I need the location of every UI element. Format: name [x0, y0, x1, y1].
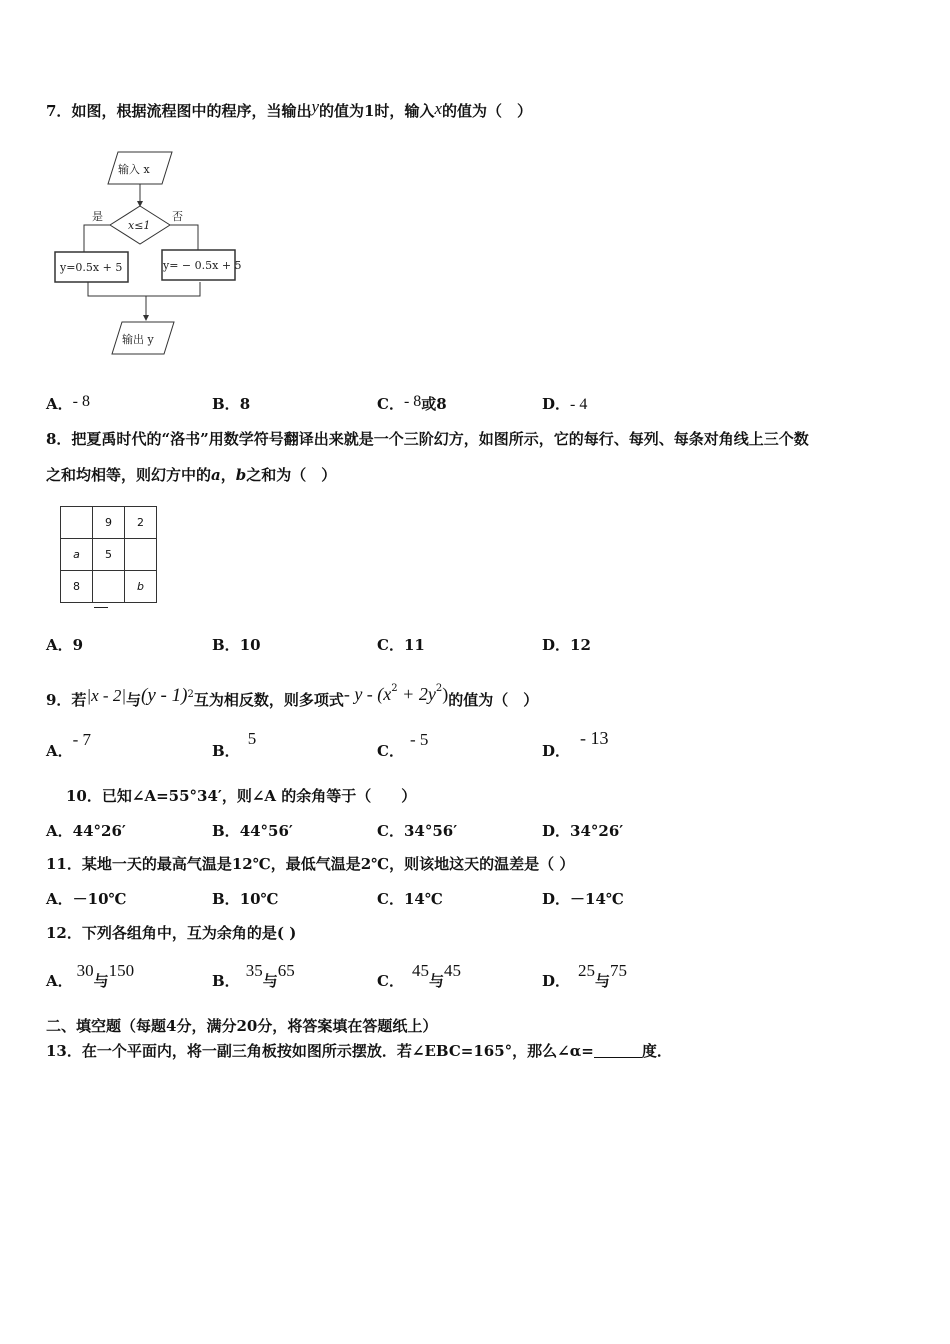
- q11-stem: 11．某地一天的最高气温是12℃，最低气温是2℃，则该地这天的温差是（ ）: [46, 855, 575, 873]
- q11-option-a[interactable]: A．－10℃: [46, 890, 127, 908]
- q7-option-c[interactable]: C．- 8或8: [377, 393, 447, 413]
- magic-cell: b: [125, 571, 157, 603]
- magic-cell: [93, 571, 125, 603]
- magic-cell: 9: [93, 507, 125, 539]
- flow-yes-label: 是: [92, 210, 103, 223]
- q12-option-b[interactable]: B．35与65: [212, 961, 295, 990]
- flow-right-formula: y= − 0.5x + 5: [163, 259, 242, 272]
- q10-stem: 10．已知∠A=55°34′，则∠A 的余角等于（ ）: [66, 787, 417, 805]
- q9-option-b[interactable]: B．5: [212, 729, 257, 760]
- q13-answer-blank[interactable]: [594, 1043, 642, 1058]
- q7-option-d[interactable]: D．- 4: [542, 395, 588, 413]
- magic-cell: 2: [125, 507, 157, 539]
- q12-option-d[interactable]: D．25与75: [542, 961, 628, 990]
- magic-cell: 5: [93, 539, 125, 571]
- q12-stem: 12．下列各组角中，互为余角的是( ): [46, 924, 297, 942]
- q12-option-a[interactable]: A．30与150: [46, 961, 135, 990]
- q10-option-a[interactable]: A．44°26′: [46, 822, 126, 840]
- q7-option-b[interactable]: B．8: [212, 395, 251, 413]
- q9-option-c[interactable]: C．- 5: [377, 730, 429, 760]
- flow-yes-line: [84, 225, 110, 252]
- q10-option-b[interactable]: B．44°56′: [212, 822, 293, 840]
- flow-input-label: 输入 x: [118, 163, 150, 176]
- magic-square: [60, 506, 157, 603]
- q8-option-a[interactable]: A．9: [46, 636, 84, 654]
- q8-stem-line2: 之和均相等，则幻方中的a，b之和为（ ）: [46, 466, 337, 484]
- q8-option-d[interactable]: D．12: [542, 636, 591, 654]
- q10-option-d[interactable]: D．34°26′: [542, 822, 624, 840]
- flow-merge-line: [88, 282, 200, 296]
- section-2-title: 二、填空题（每题4分，满分20分，将答案填在答题纸上）: [46, 1017, 438, 1035]
- flow-no-line: [170, 225, 198, 250]
- magic-cell: [61, 507, 93, 539]
- q9-option-a[interactable]: A．- 7: [46, 730, 92, 760]
- q13-stem: 13．在一个平面内，将一副三角板按如图所示摆放．若∠EBC=165°，那么∠α= 度．: [46, 1042, 672, 1060]
- q9-stem: 9．若|x - 2|与(y - 1)$^2$互为相反数，则多项式- $y - (x^2 + 2y^2)$的值为（ ）: [46, 683, 539, 709]
- q11-option-b[interactable]: B．10℃: [212, 890, 279, 908]
- flow-output-label: 输出 y: [122, 333, 154, 346]
- magic-cell: [125, 539, 157, 571]
- q10-option-c[interactable]: C．34°56′: [377, 822, 458, 840]
- flowchart: [50, 148, 250, 363]
- q11-option-d[interactable]: D．－14℃: [542, 890, 624, 908]
- q8-option-b[interactable]: B．10: [212, 636, 261, 654]
- magic-row: [61, 539, 157, 571]
- q11-option-c[interactable]: C．14℃: [377, 890, 443, 908]
- flow-condition-label: x≤1: [128, 219, 151, 232]
- magic-row: [61, 507, 157, 539]
- q7-option-a[interactable]: A．- 8: [46, 393, 90, 413]
- flow-no-label: 否: [172, 210, 183, 223]
- magic-row: [61, 571, 157, 603]
- q12-option-c[interactable]: C．45与45: [377, 961, 461, 990]
- magic-cell: a: [61, 539, 93, 571]
- q7-stem: 7．如图，根据流程图中的程序，当输出y的值为1时，输入x的值为（ ）: [46, 97, 533, 120]
- q8-option-c[interactable]: C．11: [377, 636, 425, 654]
- q8-stem-line1: 8．把夏禹时代的“洛书”用数学符号翻译出来就是一个三阶幻方，如图所示，它的每行、每列、每条对角线上三个数: [46, 430, 809, 448]
- magic-cell: 8: [61, 571, 93, 603]
- flow-left-formula: y=0.5x + 5: [60, 261, 123, 274]
- q9-option-d[interactable]: D．- 13: [542, 728, 609, 760]
- magic-mark: [94, 607, 108, 608]
